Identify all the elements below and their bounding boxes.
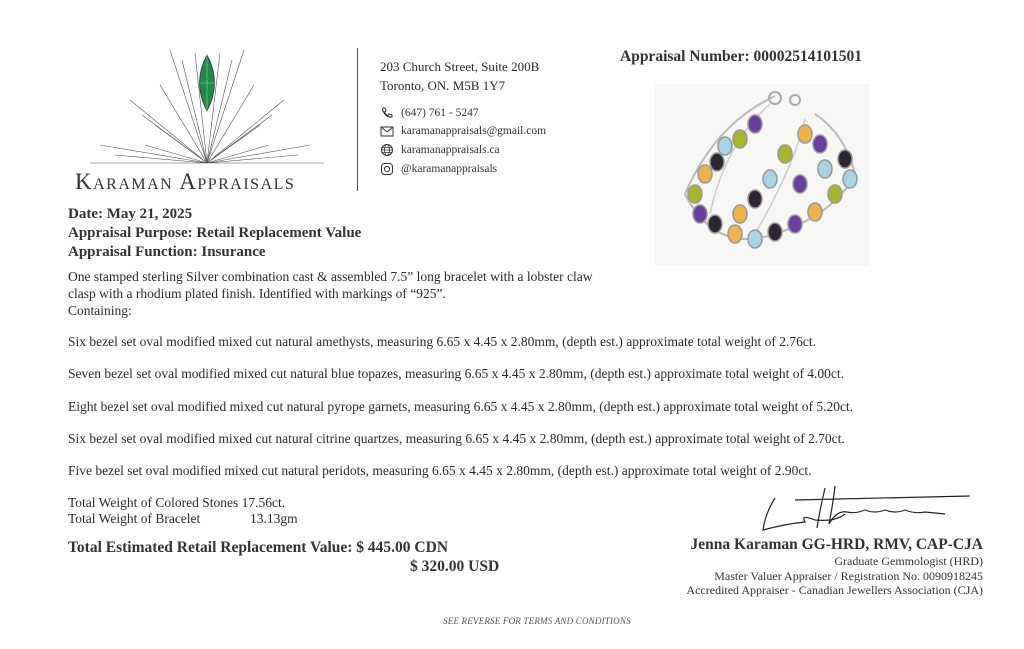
bracelet-gem (813, 135, 827, 153)
total-colored-stones: Total Weight of Colored Stones 17.56ct. (68, 495, 286, 510)
bracelet-gem (688, 185, 702, 203)
email-text: karamanappraisals@gmail.com (401, 125, 547, 137)
bracelet-gem (838, 150, 852, 168)
company-logo (70, 45, 345, 195)
bracelet-gem (748, 190, 762, 208)
bracelet-gem (763, 170, 777, 188)
bracelet-gem (718, 137, 732, 155)
bracelet-gem (768, 223, 782, 241)
bracelet-image (655, 84, 870, 266)
description-line-3: Containing: (68, 303, 132, 318)
bracelet-gem (733, 205, 747, 223)
address-line-2: Toronto, ON. M5B 1Y7 (380, 78, 506, 93)
contact-phone[interactable] (380, 106, 479, 120)
bracelet-gem (698, 165, 712, 183)
bracelet-gem (708, 215, 722, 233)
description-line-1: One stamped sterling Silver combination cast & assembled 7.5” long bracelet with a lobster claw (68, 269, 593, 284)
total-value-usd: $ 320.00 USD (410, 558, 500, 575)
bracelet-gem (808, 203, 822, 221)
company-name: Karaman Appraisals (75, 169, 296, 194)
stone-item: Seven bezel set oval modified mixed cut natural blue topazes, measuring 6.65 x 4.45 x 2.80mm, (depth est.) approximate total weight of 4.00ct. (68, 366, 845, 381)
contact-email[interactable] (380, 124, 546, 138)
signatory-title-3: Accredited Appraiser - Canadian Jewellers Association (CJA) (686, 583, 983, 597)
stone-item: Five bezel set oval modified mixed cut natural peridots, measuring 6.65 x 4.45 x 2.80mm, (depth est.) approximate total weight of 2.90ct. (68, 463, 812, 478)
address-line-1: 203 Church Street, Suite 200B (380, 59, 540, 74)
bracelet-gem (843, 170, 857, 188)
bracelet-gem (710, 153, 724, 171)
stone-item: Six bezel set oval modified mixed cut natural amethysts, measuring 6.65 x 4.45 x 2.80mm, (depth est.) approximate total weight of 2.76ct. (68, 334, 816, 349)
bracelet-gem (733, 130, 747, 148)
signatory-name: Jenna Karaman GG-HRD, RMV, CAP-CJA (690, 536, 983, 553)
total-bracelet-value: 13.13gm (250, 511, 298, 526)
phone-text: (647) 761 - 5247 (401, 107, 479, 119)
bracelet-gem (818, 160, 832, 178)
bracelet-gem (788, 215, 802, 233)
bracelet-gem (793, 175, 807, 193)
appraisal-number: Appraisal Number: 00002514101501 (620, 48, 862, 65)
bracelet-gem (798, 125, 812, 143)
total-bracelet-label: Total Weight of Bracelet (68, 511, 201, 526)
bracelet-gem (748, 230, 762, 248)
bracelet-gem (828, 185, 842, 203)
description-line-2: clasp with a rhodium plated finish. Identified with markings of “925”. (68, 286, 446, 301)
bracelet-gem (778, 145, 792, 163)
mail-icon (380, 124, 394, 138)
signature-image (755, 484, 975, 536)
contact-website[interactable] (380, 143, 500, 157)
appraisal-purpose: Appraisal Purpose: Retail Replacement Value (68, 225, 362, 241)
bracelet-gem (748, 115, 762, 133)
stone-item: Eight bezel set oval modified mixed cut natural pyrope garnets, measuring 6.65 x 4.45 x 2.80mm, (depth est.) approximate total weight of 5.20ct. (68, 399, 854, 414)
bracelet-gem (693, 205, 707, 223)
globe-icon (380, 143, 394, 157)
logo-leaf-emblem-icon (70, 45, 345, 175)
instagram-text: @karamanappraisals (401, 163, 498, 175)
bracelet-photo (655, 84, 870, 266)
header-divider (357, 48, 358, 191)
instagram-icon (380, 162, 394, 176)
appraisal-date: Date: May 21, 2025 (68, 206, 193, 222)
contact-instagram[interactable] (380, 162, 497, 176)
website-text: karamanappraisals.ca (401, 144, 500, 156)
phone-icon (380, 106, 394, 120)
signatory-title-2: Master Valuer Appraiser / Registration No. 0090918245 (714, 569, 983, 583)
appraisal-function: Appraisal Function: Insurance (68, 244, 266, 260)
bracelet-gem (728, 225, 742, 243)
signatory-title-1: Graduate Gemmologist (HRD) (834, 554, 983, 568)
total-value-cdn: Total Estimated Retail Replacement Value: $ 445.00 CDN (68, 539, 449, 556)
stone-item: Six bezel set oval modified mixed cut natural citrine quartzes, measuring 6.65 x 4.45 x 2.80mm, (depth est.) approximate total weight of 2.70ct. (68, 431, 845, 446)
footer-note: SEE REVERSE FOR TERMS AND CONDITIONS (443, 616, 631, 626)
